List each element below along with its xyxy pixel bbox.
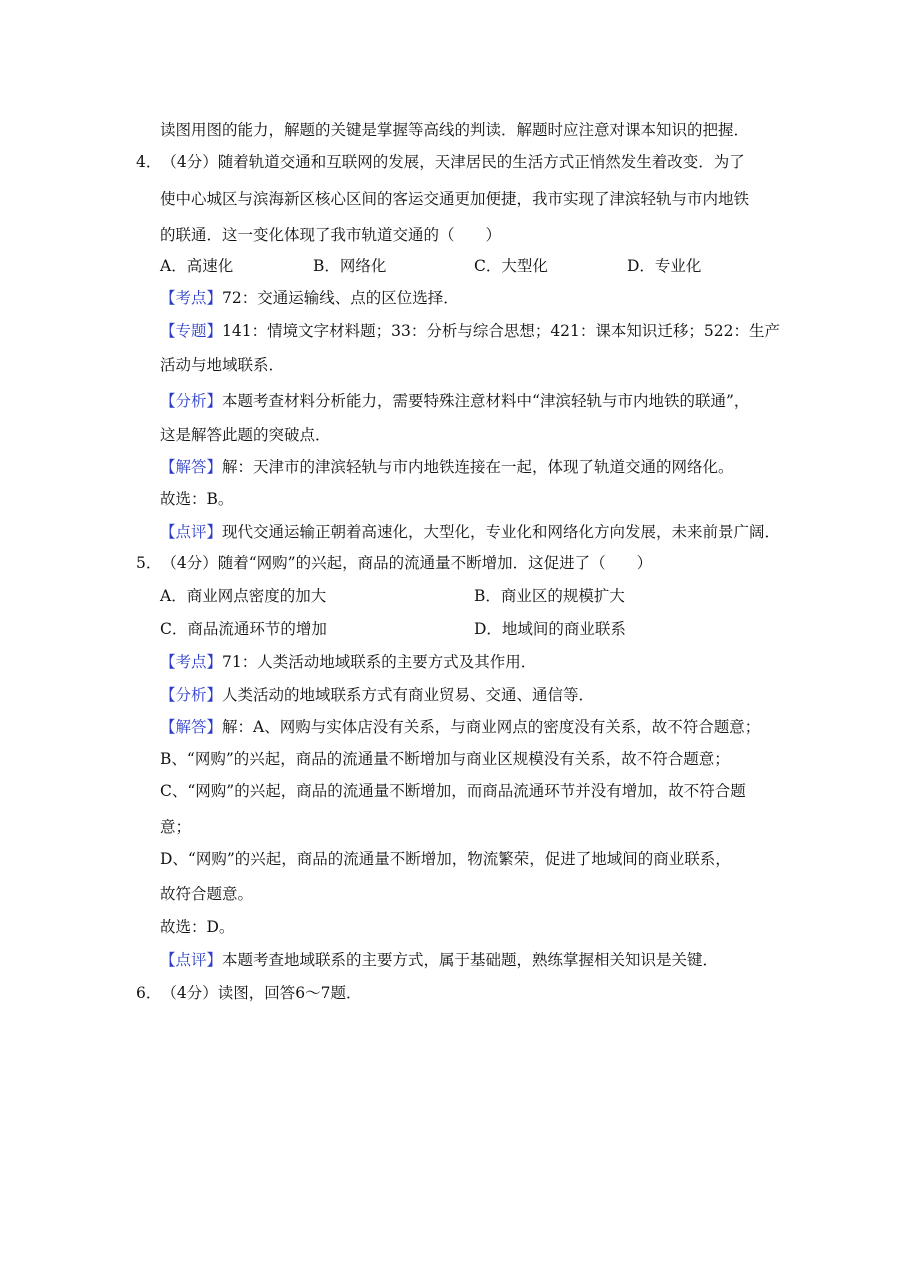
- zhuanti-text: 141：情境文字材料题；33：分析与综合思想；421：课本知识迁移；522：生产: [222, 322, 780, 340]
- dianping-line: [160, 522, 780, 542]
- jieda-tag: 【解答】: [160, 458, 223, 476]
- kaodian-tag: 【考点】: [160, 289, 223, 307]
- zhuanti-line: [160, 321, 780, 341]
- fenxi-tag: 【分析】: [160, 392, 223, 410]
- zhuanti-tag: 【专题】: [160, 322, 223, 340]
- dianping-tag: 【点评】: [160, 523, 223, 541]
- question-stem: （4分）随着“网购”的兴起，商品的流通量不断增加．这促进了（ ）: [161, 554, 653, 572]
- jieda-option-b: B、“网购”的兴起，商品的流通量不断增加与商业区规模没有关系，故不符合题意；: [160, 750, 730, 768]
- jieda-option-c-cont: 意；: [160, 818, 192, 836]
- option-a: A．高速化: [160, 257, 234, 275]
- fenxi-line: [160, 391, 749, 411]
- option-b: B．商业区的规模扩大: [474, 587, 625, 605]
- fenxi-line-2: 这是解答此题的突破点．: [160, 426, 331, 444]
- answer-line: 故选：D。: [160, 918, 235, 936]
- intro-line: 读图用图的能力，解题的关键是掌握等高线的判读．解题时应注意对课本知识的把握．: [160, 121, 750, 139]
- fenxi-line: [160, 685, 594, 705]
- question-5-line-1: [136, 553, 652, 573]
- option-d: D．地域间的商业联系: [474, 620, 626, 638]
- zhuanti-line-2: 活动与地域联系．: [160, 356, 285, 374]
- option-c: C．商品流通环节的增加: [160, 620, 327, 638]
- jieda-line: [160, 457, 734, 477]
- option-d: D．专业化: [627, 257, 702, 275]
- jieda-tag: 【解答】: [160, 718, 223, 736]
- question-number: 4．: [136, 153, 162, 171]
- jieda-option-d-cont: 故符合题意。: [160, 885, 254, 903]
- answer-line: 故选：B。: [160, 490, 234, 508]
- question-4-line-2: 使中心城区与滨海新区核心区间的客运交通更加便捷，我市实现了津滨轻轨与市内地铁: [160, 190, 750, 208]
- option-b: B．网络化: [313, 257, 387, 275]
- jieda-option-d: D、“网购”的兴起，商品的流通量不断增加，物流繁荣，促进了地域间的商业联系，: [160, 850, 731, 868]
- question-number: 5．: [136, 554, 162, 572]
- question-number: 6．: [136, 984, 162, 1002]
- jieda-text: 解：天津市的津滨轻轨与市内地铁连接在一起，体现了轨道交通的网络化。: [222, 458, 734, 476]
- jieda-line: [160, 717, 760, 737]
- kaodian-text: 71：人类活动地域联系的主要方式及其作用．: [222, 653, 537, 671]
- question-6-line-1: [136, 983, 361, 1003]
- jieda-option-c: C、“网购”的兴起，商品的流通量不断增加，而商品流通环节并没有增加，故不符合题: [160, 782, 746, 800]
- question-4-line-1: [136, 152, 745, 172]
- fenxi-tag: 【分析】: [160, 686, 223, 704]
- dianping-text: 本题考查地域联系的主要方式，属于基础题，熟练掌握相关知识是关键．: [222, 951, 719, 969]
- fenxi-text: 本题考查材料分析能力，需要特殊注意材料中“津滨轻轨与市内地铁的联通”，: [222, 392, 750, 410]
- kaodian-text: 72：交通运输线、点的区位选择．: [222, 289, 459, 307]
- jieda-text: 解：A、网购与实体店没有关系，与商业网点的密度没有关系，故不符合题意；: [222, 718, 761, 736]
- question-stem: （4分）随着轨道交通和互联网的发展，天津居民的生活方式正悄然发生着改变．为了: [161, 153, 745, 171]
- fenxi-text: 人类活动的地域联系方式有商业贸易、交通、通信等．: [222, 686, 595, 704]
- kaodian-tag: 【考点】: [160, 653, 223, 671]
- dianping-text: 现代交通运输正朝着高速化，大型化，专业化和网络化方向发展，未来前景广阔．: [222, 523, 781, 541]
- dianping-tag: 【点评】: [160, 951, 223, 969]
- question-stem: （4分）读图，回答6～7题．: [161, 984, 362, 1002]
- option-a: A．商业网点密度的加大: [160, 587, 327, 605]
- kaodian-line: [160, 652, 536, 672]
- dianping-line: [160, 950, 718, 970]
- kaodian-line: [160, 288, 459, 308]
- option-c: C．大型化: [474, 257, 548, 275]
- question-4-line-3: 的联通．这一变化体现了我市轨道交通的（ ）: [160, 226, 502, 244]
